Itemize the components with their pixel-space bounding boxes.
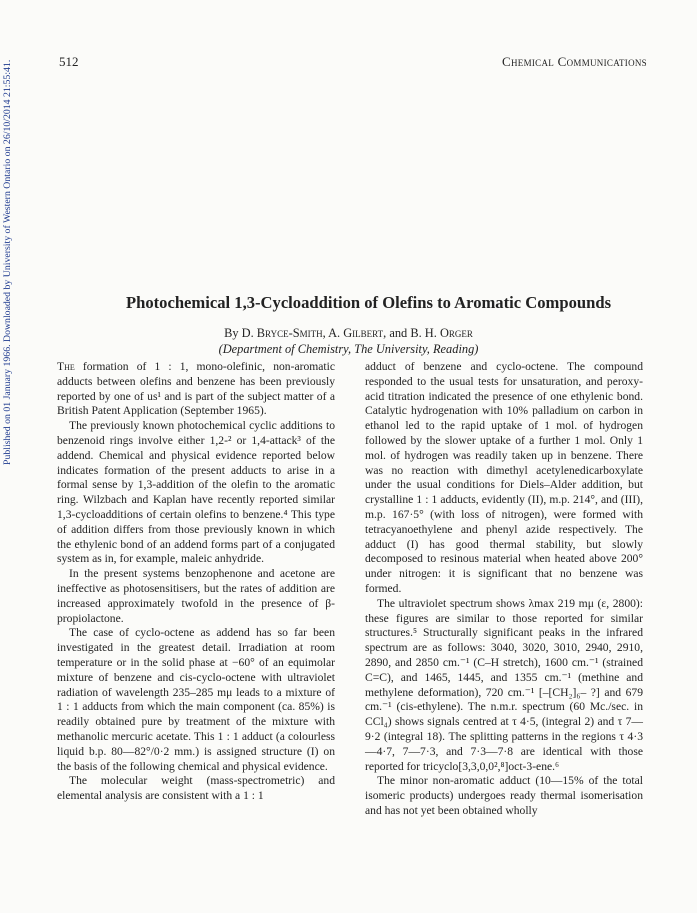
- paragraph: adduct of benzene and cyclo-octene. The compound responded to the usual tests for unsaturation, and peroxy-acid titration indicated the presence of one ethylenic bond. Catalytic hydrogenation with 10% palladium on carbon in ethanol led to the rapid uptake of 1 mol. of hydrogen followed by the slower uptake of a further 1 mol. Only 1 mol. of hydrogen was readily taken up in benzene. There was no reaction with dimethyl acetylenedicarboxylate under the usual conditions for Diels–Alder addition, but crystalline 1 : 1 adducts, evidently (II), m.p. 214°, and (III), m.p. 167·5° (with loss of nitrogen), were formed with tetracyanoethylene and phenyl azide respectively. The adduct (I) has good thermal stability, but slowly decomposed to resinous material when heated above 200° under nitrogen: it is significant that no benzene was formed.: [365, 360, 643, 595]
- paragraph: [57, 360, 335, 419]
- download-notice: Published on 01 January 1966. Downloaded by University of Western Ontario on 26/10/2014 21:55:41.: [2, 60, 13, 466]
- paragraph: The case of cyclo-octene as addend has so far been investigated in the greatest detail. Irradiation at room temperature or in the solid phase at −60° of an equimolar mixture of benzene and cis-cyclo-octene with ultraviolet radiation of wavelength 235–285 mμ leads to a mixture of 1 : 1 adducts from which the main component (ca. 85%) is readily obtained pure by treatment of the mixture with methanolic mercuric acetate. This 1 : 1 adduct (a colourless liquid b.p. 80—82°/0·2 mm.) is assigned structure (I) on the basis of the following chemical and physical evidence.: [57, 626, 335, 773]
- page-number: 512: [59, 54, 79, 69]
- paragraph-text: formation of 1 : 1, mono-olefinic, non-aromatic adducts between olefins and benzene has been previously reported by one of us¹ and is part of the subject matter of a British Patent Application (September 1965).: [57, 360, 335, 418]
- right-column: [365, 360, 643, 819]
- article-authors: [0, 326, 697, 341]
- paragraph: The ultraviolet spectrum shows λmax 219 mμ (ε, 2800): these figures are similar to those reported for similar structures.⁵ Structurally significant peaks in the infrared spectrum are as follows: 3040, 3020, 3010, 2940, 2910, 2890, and 2850 cm.⁻¹ (C–H stretch), 1600 cm.⁻¹ (strained C=C), and 1465, 1445, and 1355 cm.⁻¹ (methine and methylene deformation), 720 cm.⁻¹ [–[CH₂]₆– ?] and 679 cm.⁻¹ (cis-ethylene). The n.m.r. spectrum (60 Mc./sec. in CCl₄) shows signals centred at τ 4·5, (integral 2) and τ 7—9·2 (integral 18). The splitting patterns in the regions τ 4·3—4·7, 7—7·3, and 7·3—7·8 are identical with those reported for tricyclo[3,3,0,0²,⁸]oct-3-ene.⁶: [365, 596, 643, 773]
- article-title: Photochemical 1,3-Cycloaddition of Olefins to Aromatic Compounds: [125, 293, 612, 312]
- author-last: Orger: [439, 326, 473, 340]
- paragraph: In the present systems benzophenone and acetone are ineffective as photosensitisers, but the rates of addition are increased approximately twofold in the presence of β-propiolactone.: [57, 567, 335, 625]
- paragraph: The molecular weight (mass-spectrometric) and elemental analysis are consistent with a 1 : 1: [57, 774, 335, 803]
- left-column: [57, 360, 335, 804]
- lead-word: The: [57, 360, 75, 373]
- author-names: Bryce-Smith, A. Gilbert,: [256, 326, 387, 340]
- paragraph: The minor non-aromatic adduct (10—15% of the total isomeric products) undergoes ready thermal isomerisation and has not yet been obtained wholly: [365, 774, 643, 817]
- affiliation: (Department of Chemistry, The University, Reading): [218, 342, 479, 356]
- and-connector: and B. H.: [386, 326, 440, 340]
- by-prefix: By D.: [224, 326, 257, 340]
- paragraph: The previously known photochemical cyclic additions to benzenoid rings involve either 1,2-² or 1,4-attack³ of the addend. Chemical and physical evidence reported below indicates formation of the present adducts to arise in a formal sense by 1,3-addition of the olefin to the aromatic ring. Wilzbach and Kaplan have recently reported similar 1,3-cycloadditions of certain olefins to benzene.⁴ This type of addition differs from those previously known in which the ethylenic bond of an addend forms part of a conjugated system as in, for example, maleic anhydride.: [57, 419, 335, 566]
- journal-name: Chemical Communications: [502, 54, 647, 69]
